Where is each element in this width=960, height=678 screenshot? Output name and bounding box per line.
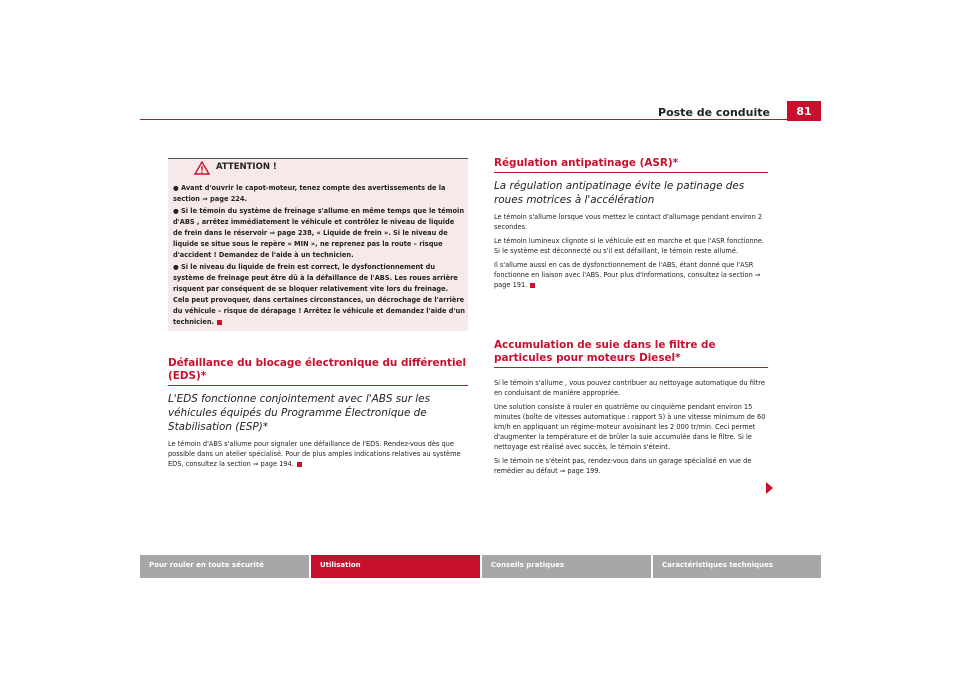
continue-arrow-icon (766, 482, 773, 494)
section-heading: Régulation antipatinage (ASR)* (494, 157, 679, 169)
bullet-icon: ● (173, 263, 179, 271)
end-marker-icon (530, 283, 535, 288)
warning-item: ● Avant d'ouvrir le capot-moteur, tenez compte des avertissements de la section ⇒ page 224. (173, 184, 446, 203)
bullet-icon: ● (173, 207, 179, 215)
section-subheading: La régulation antipatinage évite le patinage des roues motrices à l'accélération (494, 180, 745, 206)
warning-item: ● Si le niveau du liquide de frein est correct, le dysfonctionnement du système de freinage peut être dû à la défaillance de l'ABS. Les roues arrière risquent par conséquent de se bloquer relativement vite lors du freinage. Cela peut provoquer, dans certaines circonstances, un décrochage de l'arrière du véhicule – risque de dérapage ! Arrêtez le véhicule et demandez l'aide d'un technicien. (173, 263, 465, 326)
section-diesel (494, 339, 768, 480)
page-header-title: Poste de conduite (658, 106, 770, 119)
section-paragraph: Si le témoin ne s'éteint pas, rendez-vous dans un garage spécialisé en vue de remédier au défaut ⇒ page 199. (494, 457, 752, 475)
section-rule (494, 172, 768, 173)
section-rule (168, 385, 468, 386)
footer-tab-usage[interactable]: Utilisation (311, 555, 480, 578)
section-paragraph: Le témoin d'ABS s'allume pour signaler une défaillance de l'EDS. Rendez-vous dès que possible dans un atelier spécialisé. Pour de plus amples indications relatives au système EDS, consultez la section ⇒ page 194. (168, 440, 461, 468)
bullet-icon: ● (173, 184, 179, 192)
page-number: 81 (787, 101, 821, 121)
section-heading: Accumulation de suie dans le filtre de particules pour moteurs Diesel* (494, 339, 716, 364)
warning-body (173, 183, 465, 329)
section-subheading: L'EDS fonctionne conjointement avec l'ABS sur les véhicules équipés du Programme Électronique de Stabilisation (ESP)* (168, 393, 430, 433)
section-heading: Défaillance du blocage électronique du différentiel (EDS)* (168, 357, 467, 382)
warning-box (168, 158, 468, 331)
section-asr (494, 157, 768, 294)
section-eds (168, 357, 468, 473)
section-paragraph: Une solution consiste à rouler en quatrième ou cinquième pendant environ 15 minutes (boîte de vitesses automatique : rapport S) à une vitesse minimum de 60 km/h en appliquant un régime-moteur avoisinant les 2 000 tr/min. Ceci permet d'augmenter la température et de brûler la suie accumulée dans le filtre. Si le nettoyage est réalisé avec succès, le témoin s'éteint. (494, 403, 766, 451)
warning-title: ATTENTION ! (216, 162, 277, 172)
warning-triangle-icon (194, 161, 210, 175)
end-marker-icon (217, 320, 222, 325)
section-rule (494, 367, 768, 368)
footer-tab-specs[interactable]: Caractéristiques techniques (653, 555, 821, 578)
section-paragraph: Le témoin lumineux clignote si le véhicule est en marche et que l'ASR fonctionne. Si le système est déconnecté ou s'il est défaillant, le témoin reste allumé. (494, 237, 765, 255)
footer-tab-safety[interactable]: Pour rouler en toute sécurité (140, 555, 309, 578)
warning-header (168, 159, 468, 177)
section-paragraph: Il s'allume aussi en cas de dysfonctionnement de l'ABS, étant donné que l'ASR fonctionne en liaison avec l'ABS. Pour plus d'informations, consultez la section ⇒ page 191. (494, 261, 761, 289)
footer-tab-tips[interactable]: Conseils pratiques (482, 555, 651, 578)
warning-item: ● Si le témoin du système de freinage s'allume en même temps que le témoin d'ABS , arrêtez immédiatement le véhicule et contrôlez le niveau de liquide de frein dans le réservoir ⇒ page 238, « Liquide de frein ». Si le niveau de liquide se situe sous le repère « MIN », ne reprenez pas la route – risque d'accident ! Demandez de l'aide à un technicien. (173, 207, 465, 259)
header-rule (140, 119, 821, 120)
section-paragraph: Si le témoin s'allume , vous pouvez contribuer au nettoyage automatique du filtre en conduisant de manière appropriée. (494, 379, 765, 397)
section-paragraph: Le témoin s'allume lorsque vous mettez le contact d'allumage pendant environ 2 secondes. (494, 213, 763, 231)
end-marker-icon (297, 462, 302, 467)
